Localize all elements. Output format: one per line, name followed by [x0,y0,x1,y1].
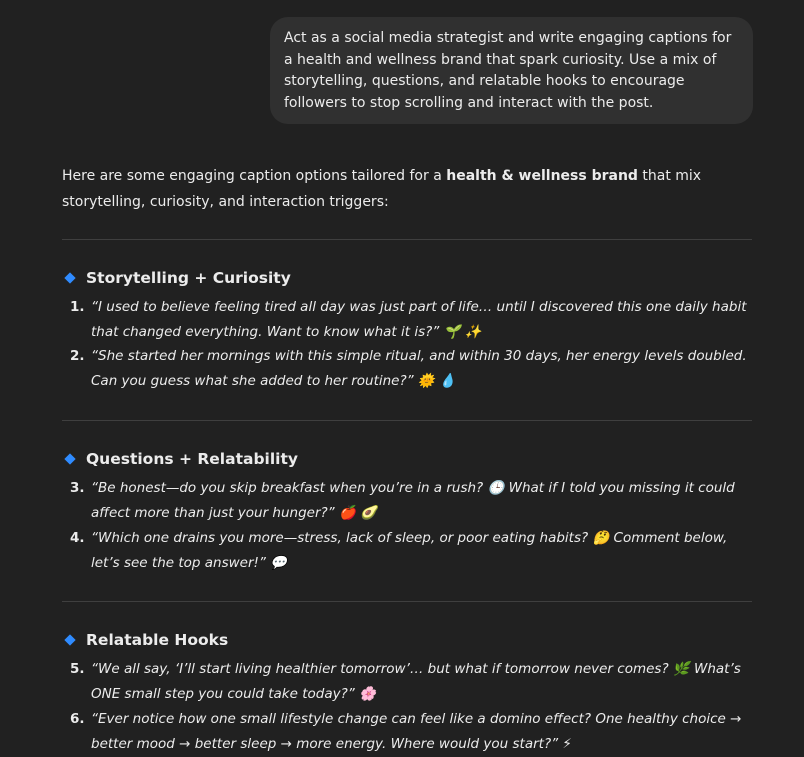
caption-text: “We all say, ‘I’ll start living healthier tomorrow’… but what if tomorrow never comes? 🌿 What’s ONE small step you could take today?” 🌸 [91,661,741,702]
assistant-intro [62,163,752,215]
user-message-text: Act as a social media strategist and write engaging captions for a health and wellness brand that spark curiosity. Use a mix of storytelling, questions, and relatable hooks to encourage followers to stop scrolling and interact with the post. [284,30,732,112]
divider [62,420,752,421]
section-heading-text: Relatable Hooks [86,631,229,649]
divider [62,601,752,602]
list-number: 4. [70,530,85,546]
caption-text: “Which one drains you more—stress, lack of sleep, or poor eating habits? 🤔 Comment below, let’s see the top answer!” 💬 [91,530,728,571]
section-heading-questions [62,448,298,470]
section-heading-text: Questions + Relatability [86,450,298,468]
list-number: 1. [70,299,85,315]
caption-text: “Ever notice how one small lifestyle change can feel like a domino effect? One healthy choice → better mood → better sleep → more energy. Where would you start?” ⚡ [91,711,742,752]
blue-diamond-icon [64,453,75,464]
list-item [70,707,754,757]
list-item [70,526,754,576]
section-heading-storytelling [62,267,291,289]
list-item [70,344,754,394]
user-message-bubble [270,17,753,124]
list-number: 5. [70,661,85,677]
intro-text-end: that mix storytelling, curiosity, and interaction triggers: [62,168,702,210]
caption-text: “I used to believe feeling tired all day was just part of life… until I discovered this one daily habit that changed everything. Want to know what it is?” 🌱 ✨ [91,299,747,340]
blue-diamond-icon [64,272,75,283]
list-item [70,295,754,345]
intro-bold-text: health & wellness brand [446,168,638,184]
divider [62,239,752,240]
caption-text: “She started her mornings with this simple ritual, and within 30 days, her energy levels doubled. Can you guess what she added to her routine?” 🌞 💧 [91,348,747,389]
list-number: 6. [70,711,85,727]
caption-text: “Be honest—do you skip breakfast when you’re in a rush? 🕒 What if I told you missing it could affect more than just your hunger?” 🍎 🥑 [91,480,735,521]
list-number: 3. [70,480,85,496]
list-item [70,476,754,526]
blue-diamond-icon [64,634,75,645]
list-number: 2. [70,348,85,364]
list-item [70,657,754,707]
intro-text-start: Here are some engaging caption options tailored for a [62,168,447,184]
section-heading-text: Storytelling + Curiosity [86,269,291,287]
section-heading-hooks [62,629,228,651]
